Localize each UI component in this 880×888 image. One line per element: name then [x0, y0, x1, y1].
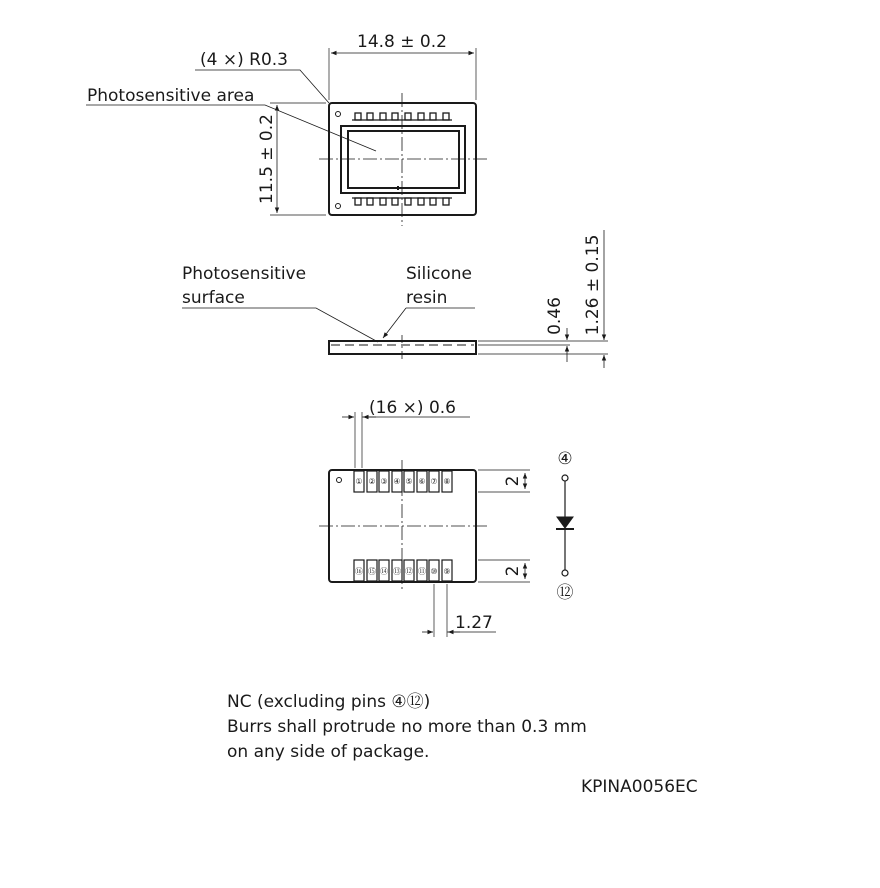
bottom-pin-2: ⑮	[368, 567, 376, 576]
diode-symbol	[557, 517, 573, 528]
depth-dimension: 0.46	[545, 297, 565, 335]
top-pin-labels	[355, 477, 450, 486]
height-dimension: 11.5 ± 0.2	[257, 114, 277, 204]
bottom-pin-1: ⑯	[355, 567, 363, 576]
bottom-view	[319, 412, 530, 637]
bottom-pin-6: ⑪	[418, 567, 426, 576]
index-mark-bottom	[336, 204, 341, 209]
silicone-resin-label-1: Silicone	[406, 264, 472, 284]
thickness-dimension: 1.26 ± 0.15	[583, 234, 603, 336]
side-body	[329, 341, 476, 354]
notes	[227, 690, 587, 765]
bottom-pin-5: ⑫	[405, 567, 413, 576]
top-pin-5: ⑤	[405, 477, 413, 486]
bottom-pin-4: ⑬	[393, 567, 401, 576]
top-pin-1: ①	[355, 477, 363, 486]
width-dimension: 14.8 ± 0.2	[357, 32, 447, 52]
top-pin-6: ⑥	[418, 477, 426, 486]
corner-radius-label: (4 ×) R0.3	[200, 50, 288, 70]
bottom-pin-7: ⑩	[430, 567, 438, 576]
cathode-pin-label: ⑫	[556, 583, 574, 603]
top-pin-4: ④	[393, 477, 401, 486]
pin1-index-mark	[337, 478, 342, 483]
note-line-3: on any side of package.	[227, 742, 430, 762]
bottom-pin-3: ⑭	[380, 567, 388, 576]
cathode-terminal	[562, 570, 568, 576]
note-line-2: Burrs shall protrude no more than 0.3 mm	[227, 717, 587, 737]
anode-pin-label: ④	[557, 449, 573, 469]
index-mark-top	[336, 112, 341, 117]
silicone-resin-label-2: resin	[406, 288, 448, 308]
top-pin-8: ⑧	[443, 477, 451, 486]
photosensitive-area	[348, 131, 459, 188]
top-pin-7: ⑦	[430, 477, 438, 486]
photosensitive-surface-label-2: surface	[182, 288, 245, 308]
bottom-pin-labels	[355, 567, 451, 576]
photodiode-schematic	[556, 475, 574, 576]
pad-length-top: 2	[503, 475, 523, 487]
pitch-dimension: 1.27	[455, 613, 493, 633]
bottom-pin-8: ⑨	[443, 567, 451, 576]
photosensitive-area-label: Photosensitive area	[87, 86, 255, 106]
pad-width-dimension: (16 ×) 0.6	[369, 398, 456, 418]
top-pin-2: ②	[368, 477, 376, 486]
pad-length-bottom: 2	[503, 565, 523, 577]
photosensitive-surface-label-1: Photosensitive	[182, 264, 307, 284]
top-pin-3: ③	[380, 477, 388, 486]
anode-terminal	[562, 475, 568, 481]
top-view	[86, 48, 487, 226]
note-line-1: NC (excluding pins ④⑫)	[227, 692, 431, 712]
window-outer	[341, 126, 465, 193]
drawing-code: KPINA0056EC	[581, 777, 698, 797]
